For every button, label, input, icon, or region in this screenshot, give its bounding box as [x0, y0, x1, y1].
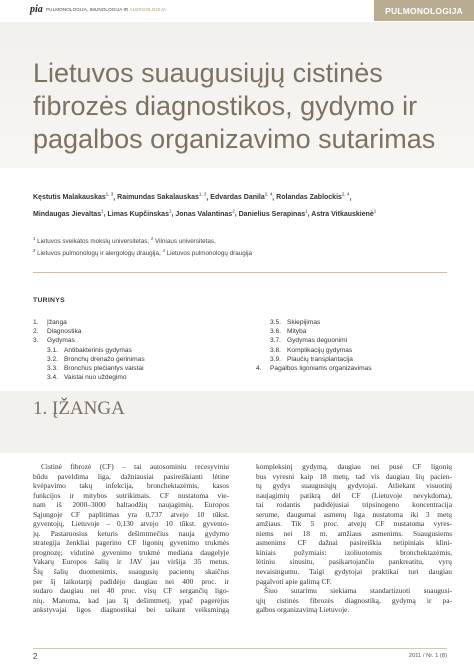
body-column-right: [256, 462, 452, 615]
affiliation-text: Vilniaus universitetas,: [153, 238, 216, 246]
toc-item[interactable]: [256, 355, 372, 364]
body-text-line: strategija ženkliai pagerino CF ligonių gyvenimo trukmės: [33, 538, 229, 548]
toc-item-label: Antibakterinis gydymas: [64, 346, 132, 354]
body-text-line: Vakarų Europos šalių ir JAV jau viršija 35 metus.: [33, 557, 229, 567]
body-text-line: nių. Manoma, kad jau šį dešimtmetį, ypač pagerėjus: [33, 595, 229, 605]
body-text-line: jų. Pastaruosius keturis dešimtmečius nauja gydymo: [33, 528, 229, 538]
author-affiliation-ref: 2, 4: [341, 192, 350, 197]
toc-item-label: Gydymas deguonimi: [287, 337, 348, 345]
body-text-line: Šiuo sutarimu siekiama standartizuoti suaugusi-: [264, 586, 452, 596]
toc-item-number: 3.1.: [47, 346, 58, 354]
author: [238, 208, 308, 218]
author-list: Kęstutis Malakauskas$^{1, 3}$, Raimundas Sakalauskas$^{1, 3}$, Edvardas Danila$^{2, 4}$, Rolandas Zablockis$^{2, 4}$, Mindaugas Jievaltas$^1$, Limas Kupčinskas$^1$, Jonas Valantinas$^2$, Danielius Serapinas$^1$, Astra Vitkauskienė$^1$: [33, 192, 377, 218]
toc-item-number: 3.8.: [270, 346, 281, 354]
toc-item-number: 4.: [256, 364, 262, 372]
affiliation-line-1: [33, 236, 453, 245]
toc-item-number: 3.4.: [47, 374, 58, 382]
toc-item[interactable]: [33, 336, 145, 345]
affiliation-number: 4: [162, 248, 165, 253]
toc-item-label: Vaistai nuo uždegimo: [64, 374, 127, 382]
body-text-line: ankstyvajai ligos diagnostikai bei taikant veiksmingą: [33, 605, 229, 615]
toc-item[interactable]: [256, 318, 372, 327]
page-header: [0, 0, 474, 22]
body-text-line: bus vyresni kaip 18 metų, tad vis daugiau šių pacien-: [256, 471, 452, 481]
author: [276, 194, 349, 201]
toc-item[interactable]: [33, 327, 145, 336]
body-text-line: gyventojų, Lietuvoje – 0,130 atvejo 10 tūkst. gyvento-: [33, 519, 229, 529]
body-text-line: ųjų cistinės fibrozės diagnostiką, gydymą ir pa-: [256, 595, 452, 605]
body-text-line: tai rodantis padidėjusiai tripsinogeno koncentracija: [256, 500, 452, 510]
body-text-line: Cistinė fibrozė (CF) – tai autosominiu recesyviniu: [41, 462, 229, 471]
section-tag: PULMONOLOGIJA: [374, 0, 474, 21]
author-affiliation-ref: 2: [232, 208, 235, 214]
journal-subtitle-main: PULMONOLOGIJA, IMUNOLOGIJA IR: [46, 7, 130, 12]
author: [311, 208, 377, 218]
toc-item[interactable]: [33, 364, 145, 373]
affiliation-number: 3: [33, 248, 36, 253]
toc-item-number: 3.: [33, 337, 39, 345]
toc-item[interactable]: [33, 355, 145, 364]
toc-item-number: 3.5.: [270, 319, 281, 326]
body-text-line: funkcijos ir mitybos sutrikimais. CF nustatoma vie-: [33, 490, 229, 500]
author-name: Raimundas Sakalauskas: [117, 194, 199, 202]
author-name: Limas Kupčinskas: [107, 210, 169, 218]
author-name: Mindaugas Jievaltas: [33, 210, 102, 218]
author-name: Danielius Serapinas: [238, 210, 306, 218]
affiliation-number: 1: [33, 236, 36, 241]
divider: [33, 272, 447, 273]
body-text-line: serume, daugumai asmenų liga nustatoma iki 3 metų: [256, 509, 452, 519]
author-affiliation-ref: 1, 3: [105, 192, 114, 197]
toc-item-label: Gydymas: [47, 337, 75, 345]
body-text-line: nam iš 2000–3000 baltaodžių naujagimių. Europos: [33, 500, 229, 510]
body-text-line: prognozę; vidutinė gyvenimo trukmė mediana daugelyje: [33, 547, 229, 557]
author: [107, 208, 172, 218]
toc-item[interactable]: [256, 364, 372, 373]
body-text-line: kvėpavimo takų infekcija, bronchektazėmis, kasos: [33, 481, 229, 491]
toc-item-number: 3.7.: [270, 337, 281, 345]
toc-item-number: 3.6.: [270, 328, 281, 336]
author-affiliation-ref: 1: [373, 208, 377, 214]
toc-title: TURINYS: [33, 297, 65, 304]
toc-item-label: Bronchų drenažo gerinimas: [64, 355, 145, 363]
journal-logo: pia: [30, 4, 43, 15]
toc-item-label: Mityba: [287, 328, 307, 336]
toc-item[interactable]: [256, 327, 372, 336]
author-name: Astra Vitkauskienė: [311, 210, 374, 218]
author-name: Rolandas Zablockis: [276, 194, 342, 202]
body-text-line: Šių šalių duomenimis, suaugusių pacientų skaičius: [33, 567, 229, 577]
toc-item[interactable]: [256, 346, 372, 355]
article-title: Lietuvos suaugusiųjų cistinės fibrozės diagnostikos, gydymo ir pagalbos organizavimo sutarimas: [33, 58, 436, 154]
page-number: 2: [33, 652, 38, 661]
author: [175, 208, 235, 218]
body-text-line: Sąjungoje CF paplitimas yra 0,737 atvejo 10 tūkst.: [33, 509, 229, 519]
body-text-line: kiniais požymiais: izoliuotomis bronchektazėmis,: [256, 547, 452, 557]
toc-item-label: Įžanga: [47, 319, 67, 326]
affiliation-number: 2: [150, 236, 154, 241]
journal-issue-ref: 2011 / Nr. 1 (8): [408, 653, 447, 659]
author-affiliation-ref: 1: [168, 208, 172, 214]
toc-item[interactable]: [33, 346, 145, 355]
toc-item[interactable]: [33, 318, 145, 327]
affiliation-line-2: [33, 248, 453, 257]
author-name: Kęstutis Malakauskas: [33, 194, 106, 202]
body-text-line: kompleksinį gydymą, daugiau nei pusė CF ligonių: [256, 462, 452, 471]
footer-divider: [33, 648, 447, 649]
body-text-line: tų gydys suaugusiųjų gydytojai. Atliekant visuotinį: [256, 481, 452, 491]
body-text-line: amžiaus. Tik 5 proc. atvejų CF nustatoma vyres-: [256, 519, 452, 529]
toc-item-number: 3.2.: [47, 355, 58, 363]
body-text-line: pagalvoti apie galimą CF.: [256, 576, 332, 586]
body-text-line: niems nei 18 m. amžiaus asmenims. Suaugusiems: [256, 528, 452, 538]
toc-item-number: 1.: [33, 319, 39, 326]
toc-left-column: [33, 318, 145, 382]
toc-item-label: Plaučių transplantacija: [287, 355, 353, 363]
body-text-line: asmenims CF dažnai pasireiškia netipiniais klini-: [256, 538, 452, 548]
body-text-line: per šį laikotarpį padidėjo daugiau nei 400 proc. ir: [33, 576, 229, 586]
body-text-line: nevaisingumu. Taigi gydytojai praktikai turi daugiau: [256, 567, 452, 577]
toc-item-label: Diagnostika: [47, 328, 82, 336]
body-text-line: būdu paveldima liga, dažniausiai pasireiškianti lėtine: [33, 471, 229, 481]
author-name: Edvardas Danila: [210, 194, 265, 202]
body-text-line: sudaro daugiau nei 40 proc. visų CF sergančių ligo-: [33, 586, 229, 596]
toc-item[interactable]: [33, 373, 145, 382]
author-name: Jonas Valantinas: [175, 210, 233, 218]
author: [33, 194, 113, 201]
journal-subtitle-accent: ALERGOLOGIJA: [129, 7, 167, 12]
author-affiliation-ref: 2, 4: [264, 192, 273, 197]
affiliation-text: Lietuvos sveikatos mokslų universitetas,: [35, 238, 151, 246]
body-text-line: lėtiniu sinusitu, pasikartojančiu pankreatitu, vyrų: [256, 557, 452, 567]
author-affiliation-ref: 1, 3: [198, 192, 207, 197]
author: [210, 194, 272, 201]
body-text-line: galbos organizavimą Lietuvoje.: [256, 605, 350, 615]
section-heading: 1. ĮŽANGA: [33, 398, 125, 419]
toc-item-number: 3.3.: [47, 364, 58, 372]
body-column-left: [33, 462, 229, 615]
author: [33, 208, 104, 218]
toc-right-column: [256, 318, 372, 373]
journal-subtitle: [46, 7, 166, 12]
toc-item-label: Komplikacijų gydymas: [287, 346, 353, 354]
author-affiliation-ref: 1: [101, 208, 104, 214]
body-text-line: naujagimių patikrą dėl CF (Lietuvoje nevykdoma),: [256, 490, 452, 500]
author-affiliation-ref: 1: [305, 208, 308, 214]
toc-item-label: Bronchus plečiantys vaistai: [64, 364, 144, 372]
toc-item-number: 3.9.: [270, 355, 281, 363]
toc-item-label: Pagalbos ligoniams organizavimas: [270, 364, 372, 372]
toc-item-number: 2.: [33, 328, 39, 336]
toc-item-label: Skiepijimas: [287, 319, 321, 326]
affiliation-text: Lietuvos pulmonologų ir alergologų draugija,: [35, 250, 163, 258]
author: [117, 194, 206, 201]
toc-item[interactable]: [256, 336, 372, 345]
affiliation-text: Lietuvos pulmonologų draugija: [164, 250, 253, 258]
